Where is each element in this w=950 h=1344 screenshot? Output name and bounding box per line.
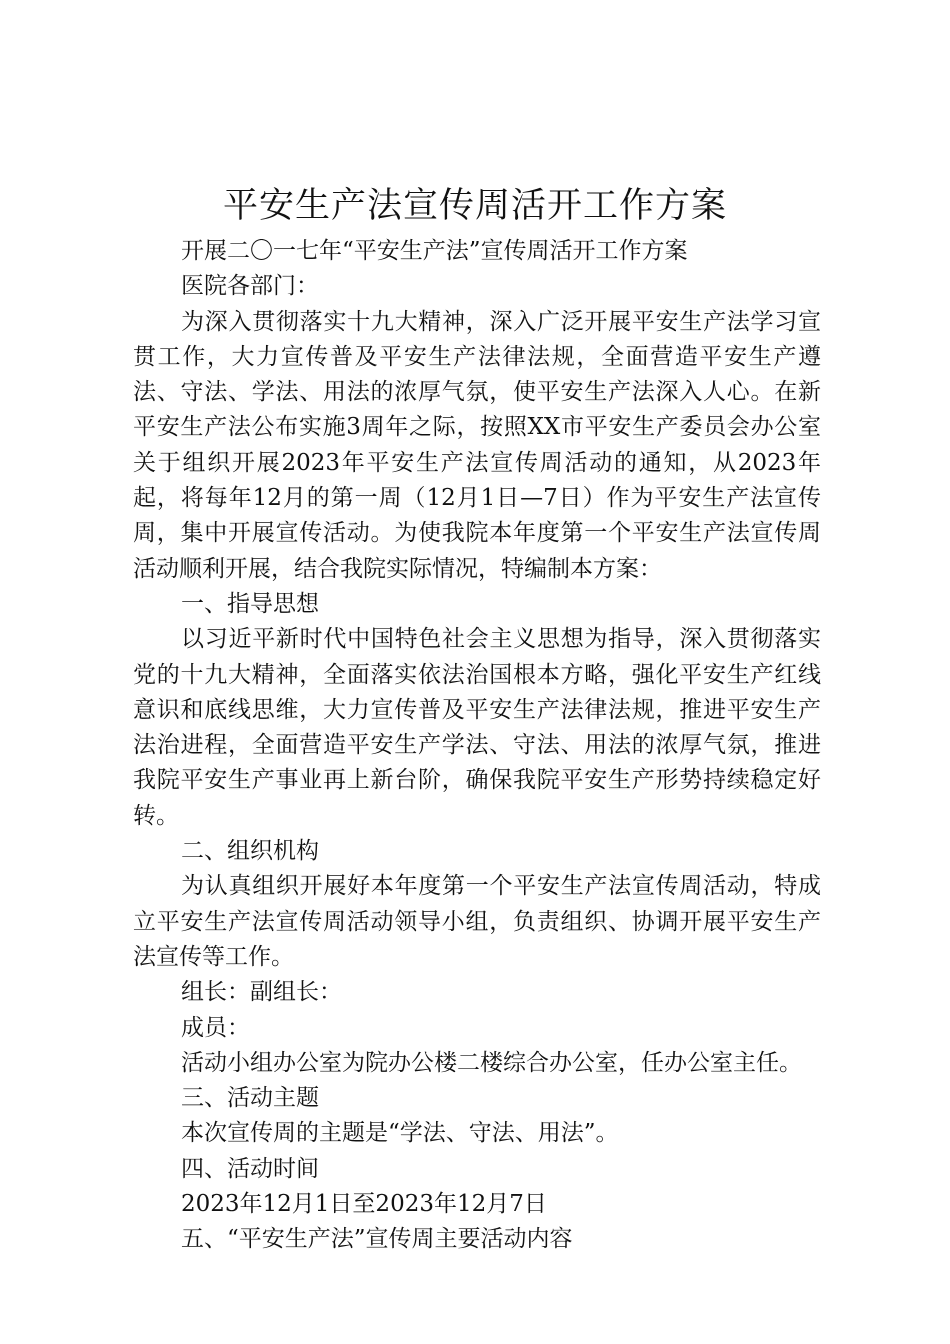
- members-line: 成员：: [181, 1014, 250, 1041]
- organization-paragraph: 为认真组织开展好本年度第一个平安生产法宣传周活动，特成立平安生产法宣传周活动领导小组，负责组织、协调开展平安生产法宣传等工作。: [133, 873, 821, 970]
- office-paragraph: 活动小组办公室为院办公楼二楼综合办公室，任办公室主任。: [181, 1049, 802, 1076]
- time-paragraph: 2023年12月1日至2023年12月7日: [181, 1191, 547, 1218]
- section-heading-activities: 五、“平安生产法”宣传周主要活动内容: [181, 1226, 573, 1253]
- intro-paragraph: 为深入贯彻落实十九大精神，深入广泛开展平安生产法学习宣贯工作，大力宣传普及平安生产法律法规，全面营造平安生产遵法、守法、学法、用法的浓厚气氛，使平安生产法深入人心。在新平安生产法公布实施3周年之际，按照XX市平安生产委员会办公室关于组织开展2023年平安生产法宣传周活动的通知，从2023年起，将每年12月的第一周（12月1日—7日）作为平安生产法宣传周，集中开展宣传活动。为使我院本年度第一个平安生产法宣传周活动顺利开展，结合我院实际情况，特编制本方案：: [133, 308, 821, 582]
- document-subtitle: 开展二〇一七年“平安生产法”宣传周活开工作方案: [181, 238, 688, 264]
- leader-line: 组长：副组长：: [181, 979, 342, 1006]
- document-body: [133, 234, 821, 1258]
- section-heading-theme: 三、活动主题: [181, 1085, 319, 1112]
- salutation: 医院各部门：: [181, 273, 319, 300]
- section-heading-organization: 二、组织机构: [181, 838, 319, 865]
- guiding-ideology-paragraph: 以习近平新时代中国特色社会主义思想为指导，深入贯彻落实党的十九大精神，全面落实依法治国根本方略，强化平安生产红线意识和底线思维，大力宣传普及平安生产法律法规，推进平安生产法治进程，全面营造平安生产学法、守法、用法的浓厚气氛，推进我院平安生产事业再上新台阶，确保我院平安生产形势持续稳定好转。: [133, 626, 821, 829]
- section-heading-guiding-ideology: 一、指导思想: [181, 590, 319, 617]
- document-title: 平安生产法宣传周活开工作方案: [222, 186, 727, 226]
- theme-paragraph: 本次宣传周的主题是“学法、守法、用法”。: [181, 1120, 619, 1147]
- section-heading-time: 四、活动时间: [181, 1155, 319, 1182]
